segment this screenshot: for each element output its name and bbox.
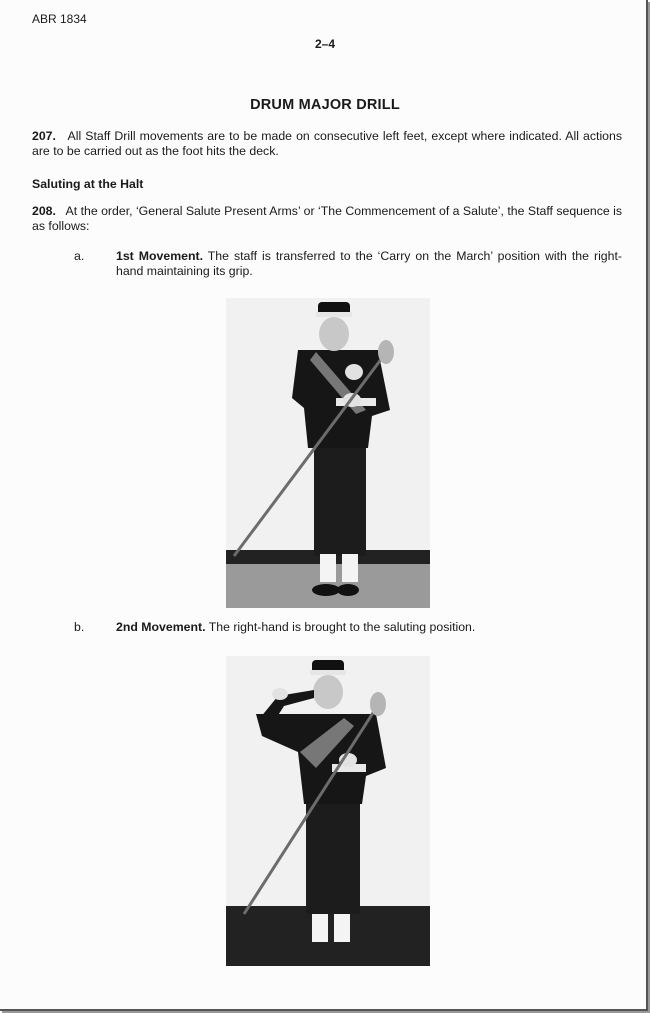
movement-description: The staff is transferred to the ‘Carry on the March’ position with the right-hand maintaining its grip. [116, 249, 622, 278]
list-item-text [116, 249, 622, 279]
paragraph-text: All Staff Drill movements are to be made on consecutive left feet, except where indicated. All actions are to be carried out as the foot hits the deck. [32, 129, 622, 158]
movement-title: 2nd Movement. [116, 620, 206, 634]
list-item-text [116, 620, 622, 635]
paragraph-207 [32, 129, 622, 159]
page-number: 2–4 [314, 37, 336, 51]
paragraph-208 [32, 204, 622, 234]
paragraph-number: 208. [32, 204, 56, 218]
list-item-b [74, 620, 622, 635]
paragraph-text: At the order, ‘General Salute Present Arms’ or ‘The Commencement of a Salute’, the Staff sequence is as follows: [32, 204, 622, 233]
drum-major-carry-photo [226, 298, 430, 608]
list-item-a [74, 249, 622, 279]
photo-2nd-movement [226, 656, 430, 966]
section-title: DRUM MAJOR DRILL [250, 97, 400, 113]
movement-description: The right-hand is brought to the saluting position. [208, 620, 476, 634]
photo-1st-movement [226, 298, 430, 608]
list-item-label: b. [74, 620, 85, 634]
movement-title: 1st Movement. [116, 249, 203, 263]
list-item-label: a. [74, 249, 85, 263]
subheading-saluting: Saluting at the Halt [32, 177, 144, 191]
paragraph-number: 207. [32, 129, 56, 143]
document-id: ABR 1834 [32, 12, 87, 26]
drum-major-salute-photo [226, 656, 430, 966]
